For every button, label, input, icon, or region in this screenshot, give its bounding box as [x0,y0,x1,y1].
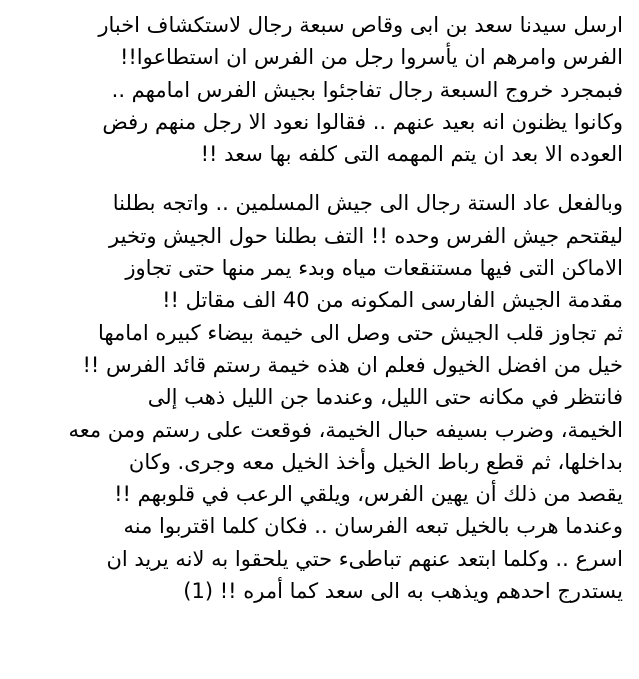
text-line: الفرس وامرهم ان يأسروا رجل من الفرس ان استطاعوا!! [119,45,623,70]
text-line: بداخلها، ثم قطع رباط الخيل وأخذ الخيل معه وجرى. وكان [128,449,623,474]
text-line: وعندما هرب بالخيل تبعه الفرسان .. فكان كلما اقتربوا منه [123,514,623,539]
text-line: خيل من افضل الخيول فعلم ان هذه خيمة رستم قائد الفرس !! [82,352,623,377]
paragraph-spacer [16,170,623,187]
story-text [16,9,623,607]
paragraph-1 [16,9,623,170]
text-line: الاماكن التى فيها مستنقعات مياه وبدء يمر منها حتى تجاوز [125,256,623,281]
text-line: فانتظر في مكانه حتى الليل، وعندما جن الليل ذهب إلى [147,385,623,410]
text-line: يستدرج احدهم ويذهب به الى سعد كما أمره !! (1) [183,579,623,604]
text-line: العوده الا بعد ان يتم المهمه التى كلفه بها سعد !! [200,142,623,167]
text-line: ثم تجاوز قلب الجيش حتى وصل الى خيمة بيضاء كبيره امامها [97,320,623,345]
text-line: وبالفعل عاد الستة رجال الى جيش المسلمين .. واتجه بطلنا [112,191,623,216]
text-line: مقدمة الجيش الفارسى المكونه من 40 الف مقاتل !! [162,288,623,313]
text-line: اسرع .. وكلما ابتعد عنهم تباطىء حتي يلحقوا به لانه يريد ان [106,546,623,571]
text-line: ارسل سيدنا سعد بن ابى وقاص سبعة رجال لاستكشاف اخبار [98,13,623,37]
paragraph-2 [16,187,623,607]
text-line: فبمجرد خروج السبعة رجال تفاجئوا بجيش الفرس امامهم .. [111,77,623,102]
text-line: يقصد من ذلك أن يهين الفرس، ويلقي الرعب في قلوبهم !! [114,482,623,507]
text-line: ليقتحم جيش الفرس وحده !! التف بطلنا حول الجيش وتخير [109,223,623,248]
text-line: وكانوا يظنون انه بعيد عنهم .. فقالوا نعود الا رجل منهم رفض [102,109,623,134]
text-line: الخيمة، وضرب بسيفه حبال الخيمة، فوقعت على رستم ومن معه [68,417,623,442]
